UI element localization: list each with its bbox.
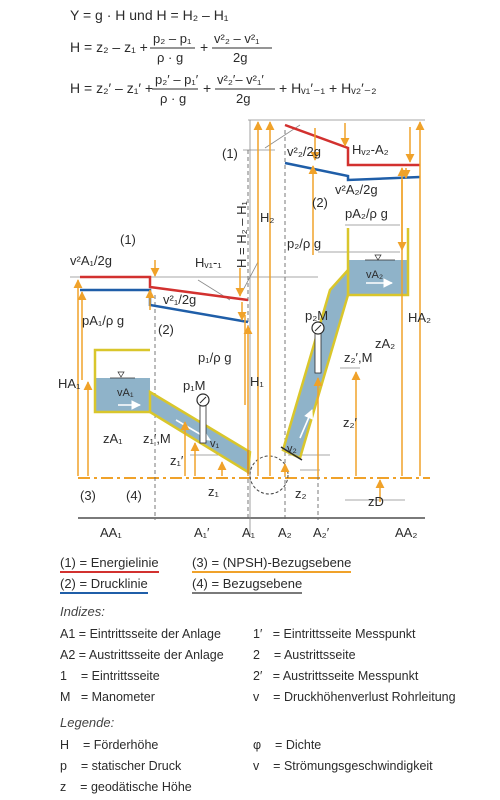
label-p1m: p₁M	[183, 378, 206, 393]
legende-v: v = Strömungsgeschwindigkeit	[253, 759, 433, 773]
equation-2-frac2-den: 2g	[233, 50, 248, 65]
equation-3-frac2-num: v²₂′– v²₁′	[217, 72, 264, 87]
label-a1: A₁	[242, 525, 256, 540]
index-1: 1 = Eintrittsseite	[60, 669, 160, 683]
label-p1: p₁/ρ g	[198, 350, 232, 365]
label-a1prime: A₁′	[194, 525, 210, 540]
equation-2-frac1-den: ρ · g	[157, 50, 184, 65]
label-p2: p₂/ρ g	[287, 236, 322, 251]
equation-2-lhs: H = z₂ – z₁ +	[70, 39, 148, 55]
index-a1: A1 = Eintrittsseite der Anlage	[60, 627, 221, 641]
label-aa2: AA₂	[395, 525, 418, 540]
label-va2-2g: v²A₂/2g	[335, 182, 378, 197]
label-aa1: AA₁	[100, 525, 122, 540]
label-va1-2g: v²A₁/2g	[70, 253, 112, 268]
equation-3-plus: +	[203, 80, 212, 96]
equation-3-frac2-den: 2g	[236, 91, 251, 106]
legende-title: Legende:	[60, 715, 115, 730]
label-v1: v₁	[210, 438, 220, 450]
label-za1: zA₁	[103, 431, 123, 446]
label-z1: z₁	[208, 484, 219, 499]
label-zd: zD	[368, 494, 384, 509]
label-za2: zA₂	[375, 336, 396, 351]
legende-h: H = Förderhöhe	[60, 738, 159, 752]
equation-2-frac1-num: p₂ – p₁	[153, 31, 192, 46]
label-h-equals: H = H₂ – H₁	[234, 201, 249, 268]
label-ha1: HA₁	[58, 376, 81, 391]
label-z1m: z₁′,M	[143, 431, 171, 446]
label-v2-2g: v²₂/2g	[287, 144, 321, 159]
legend-energy-line: (1) = Energielinie	[60, 555, 159, 571]
label-h1: H₁	[250, 374, 264, 389]
index-2: 2 = Austrittsseite	[253, 648, 356, 662]
label-hv2a2: Hᵥ₂-A₂	[352, 142, 389, 157]
equation-2-frac2-num: v²₂ – v²₁	[214, 31, 260, 46]
legende-z: z = geodätische Höhe	[60, 780, 192, 794]
label-line1-left: (1)	[120, 232, 136, 247]
label-z1prime: z₁′	[170, 453, 184, 468]
equation-2-plus: +	[200, 39, 209, 55]
label-z2m: z₂′,M	[344, 350, 373, 365]
label-reference-plane: (4)	[126, 488, 142, 503]
label-hv11: Hᵥ₁-₁	[195, 255, 222, 270]
equation-3-frac1-den: ρ · g	[160, 91, 187, 106]
suction-tank	[95, 350, 150, 412]
index-a2: A2 = Austrittsseite der Anlage	[60, 648, 224, 662]
label-va1: vA₁	[117, 387, 134, 399]
label-pa2: pA₂/ρ g	[345, 206, 388, 221]
equation-1: Y = g · H und H = H₂ – H₁	[70, 7, 229, 23]
label-v2: v₂	[287, 443, 297, 455]
legende-rho: φ = Dichte	[253, 738, 322, 752]
equation-3-frac1-num: p₂′ – p₁′	[155, 72, 199, 87]
label-v1-2g: v²₁/2g	[163, 292, 197, 307]
legend-npsh-plane: (3) = (NPSH)-Bezugsebene	[192, 555, 351, 571]
index-v: v = Druckhöhenverlust Rohrleitung	[253, 690, 456, 704]
label-line2-top: (2)	[312, 195, 328, 210]
index-1prime: 1′ = Eintrittsseite Messpunkt	[253, 627, 416, 641]
label-npsh-plane: (3)	[80, 488, 96, 503]
discharge-tank	[348, 228, 408, 295]
indizes-title: Indizes:	[60, 604, 105, 619]
legende-p: p = statischer Druck	[60, 759, 182, 773]
label-line2-left: (2)	[158, 322, 174, 337]
equation-3-tail: + Hᵥ₁′₋₁ + Hᵥ₂′₋₂	[279, 80, 377, 96]
label-p2m: p₂M	[305, 308, 329, 323]
index-2prime: 2′ = Austrittsseite Messpunkt	[253, 669, 419, 683]
pump-circle	[250, 456, 288, 494]
label-line1-top: (1)	[222, 146, 238, 161]
index-m: M = Manometer	[60, 690, 155, 704]
label-z2prime: z₂′	[343, 415, 357, 430]
label-pa1: pA₁/ρ g	[82, 313, 125, 328]
label-a2prime: A₂′	[313, 525, 330, 540]
label-a2: A₂	[278, 525, 292, 540]
legend-pressure-line: (2) = Drucklinie	[60, 576, 148, 592]
label-h2: H₂	[260, 210, 275, 225]
label-va2: vA₂	[366, 269, 384, 281]
legend-reference-plane: (4) = Bezugsebene	[192, 576, 302, 592]
equation-3-lhs: H = z₂′ – z₁′ +	[70, 80, 154, 96]
equation-block	[70, 7, 377, 106]
label-ha2: HA₂	[408, 310, 432, 325]
label-z2: z₂	[295, 486, 307, 501]
